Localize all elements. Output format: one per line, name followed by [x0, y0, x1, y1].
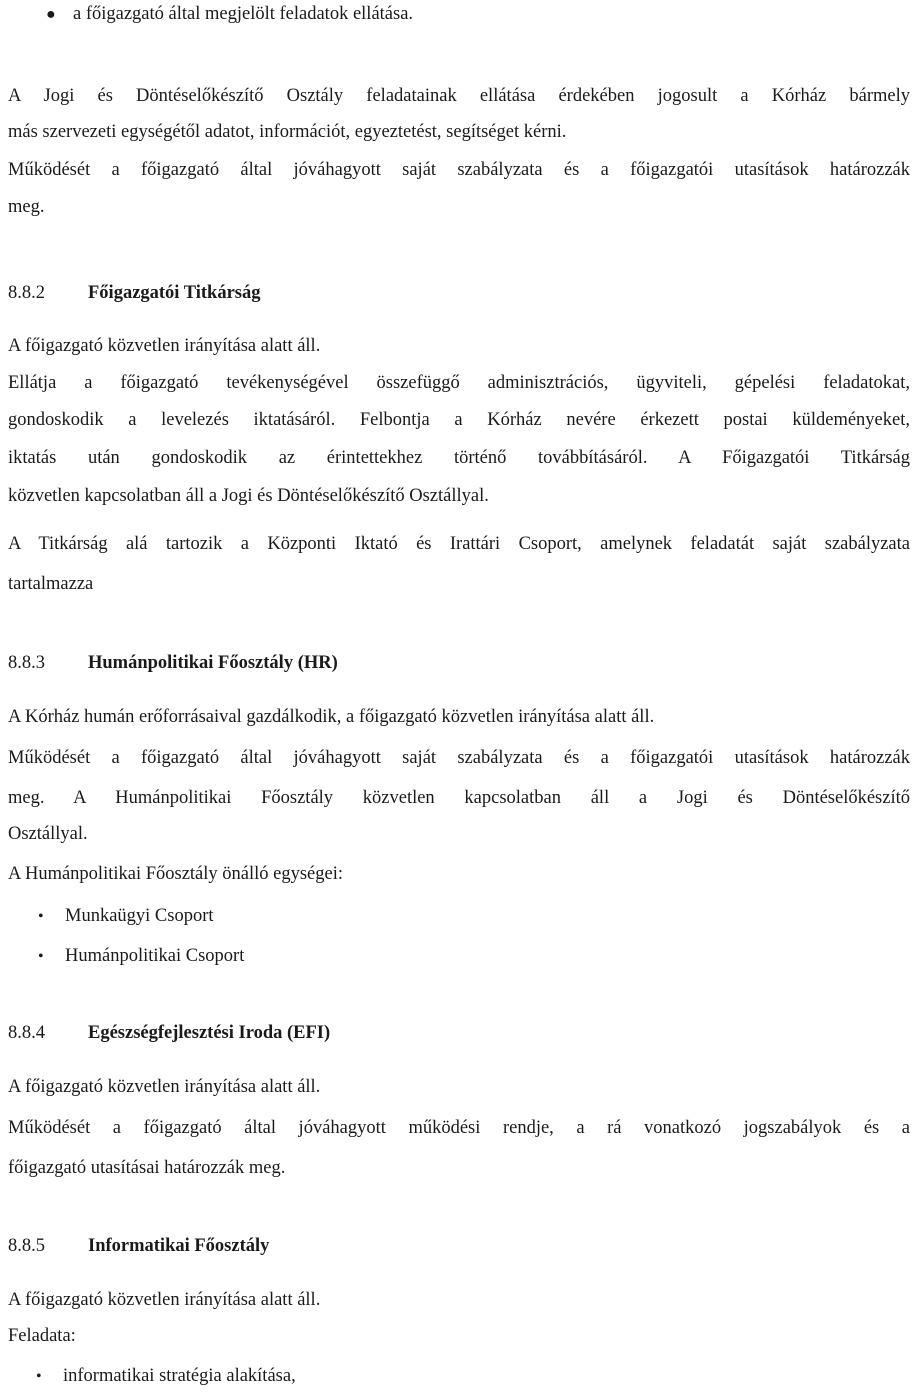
paragraph-line: A Kórház humán erőforrásaival gazdálkodik, a főigazgató közvetlen irányítása alatt áll. — [8, 707, 655, 727]
bullet-icon: • — [38, 948, 44, 965]
list-item-text: a főigazgató által megjelölt feladatok ellátása. — [73, 4, 414, 24]
paragraph-line: Osztállyal. — [8, 824, 88, 844]
paragraph-line: A Titkárság alá tartozik a Központi Iktató és Irattári Csoport, amelynek feladatát saját szabályzata — [8, 534, 910, 554]
paragraph-line: A Humánpolitikai Főosztály önálló egységei: — [8, 864, 344, 884]
section-number: 8.8.4 — [8, 1023, 45, 1043]
paragraph-line: más szervezeti egységétől adatot, információt, egyeztetést, segítséget kérni. — [8, 122, 567, 142]
section-heading — [8, 1021, 330, 1045]
paragraph-line: A Jogi és Döntéselőkészítő Osztály feladatainak ellátása érdekében jogosult a Kórház bármely — [8, 86, 910, 106]
section-heading — [8, 1234, 269, 1258]
list-item — [38, 944, 244, 969]
section-number: 8.8.3 — [8, 653, 45, 673]
list-item-text: Humánpolitikai Csoport — [65, 946, 245, 966]
section-heading — [8, 281, 261, 305]
paragraph-line: A főigazgató közvetlen irányítása alatt áll. — [8, 1077, 321, 1097]
paragraph-line: főigazgató utasításai határozzák meg. — [8, 1158, 286, 1178]
paragraph-line: közvetlen kapcsolatban áll a Jogi és Döntéselőkészítő Osztállyal. — [8, 486, 489, 506]
paragraph-line: A főigazgató közvetlen irányítása alatt áll. — [8, 1290, 321, 1310]
section-heading — [8, 651, 338, 675]
paragraph-line: A főigazgató közvetlen irányítása alatt áll. — [8, 336, 321, 356]
list-item-text: Munkaügyi Csoport — [65, 906, 214, 926]
bullet-icon: • — [36, 1368, 42, 1385]
section-title: Informatikai Főosztály — [88, 1236, 270, 1256]
paragraph-line: gondoskodik a levelezés iktatásáról. Felbontja a Kórház nevére érkezett postai küldeményeket, — [8, 410, 910, 430]
list-item — [46, 2, 413, 27]
paragraph-line: iktatás után gondoskodik az érintettekhez történő továbbításáról. A Főigazgatói Titkárság — [8, 448, 910, 468]
paragraph-line: Működését a főigazgató által jóváhagyott saját szabályzata és a főigazgatói utasítások határozzák — [8, 160, 910, 180]
list-item — [38, 904, 214, 929]
bullet-icon: ● — [46, 6, 56, 23]
section-title: Humánpolitikai Főosztály (HR) — [88, 653, 338, 673]
paragraph-line: Ellátja a főigazgató tevékenységével összefüggő adminisztrációs, ügyviteli, gépelési feladatokat, — [8, 373, 910, 393]
bullet-icon: • — [38, 908, 44, 925]
paragraph-line: Feladata: — [8, 1326, 76, 1346]
list-item-text: informatikai stratégia alakítása, — [63, 1366, 296, 1386]
section-title: Főigazgatói Titkárság — [88, 283, 261, 303]
section-title: Egészségfejlesztési Iroda (EFI) — [88, 1023, 331, 1043]
paragraph-line: meg. A Humánpolitikai Főosztály közvetlen kapcsolatban áll a Jogi és Döntéselőkészítő — [8, 788, 910, 808]
section-number: 8.8.2 — [8, 283, 45, 303]
section-number: 8.8.5 — [8, 1236, 45, 1256]
paragraph-line: tartalmazza — [8, 574, 94, 594]
paragraph-line: meg. — [8, 197, 45, 217]
paragraph-line: Működését a főigazgató által jóváhagyott működési rendje, a rá vonatkozó jogszabályok és a — [8, 1118, 910, 1138]
list-item — [36, 1364, 296, 1389]
paragraph-line: Működését a főigazgató által jóváhagyott saját szabályzata és a főigazgatói utasítások határozzák — [8, 748, 910, 768]
